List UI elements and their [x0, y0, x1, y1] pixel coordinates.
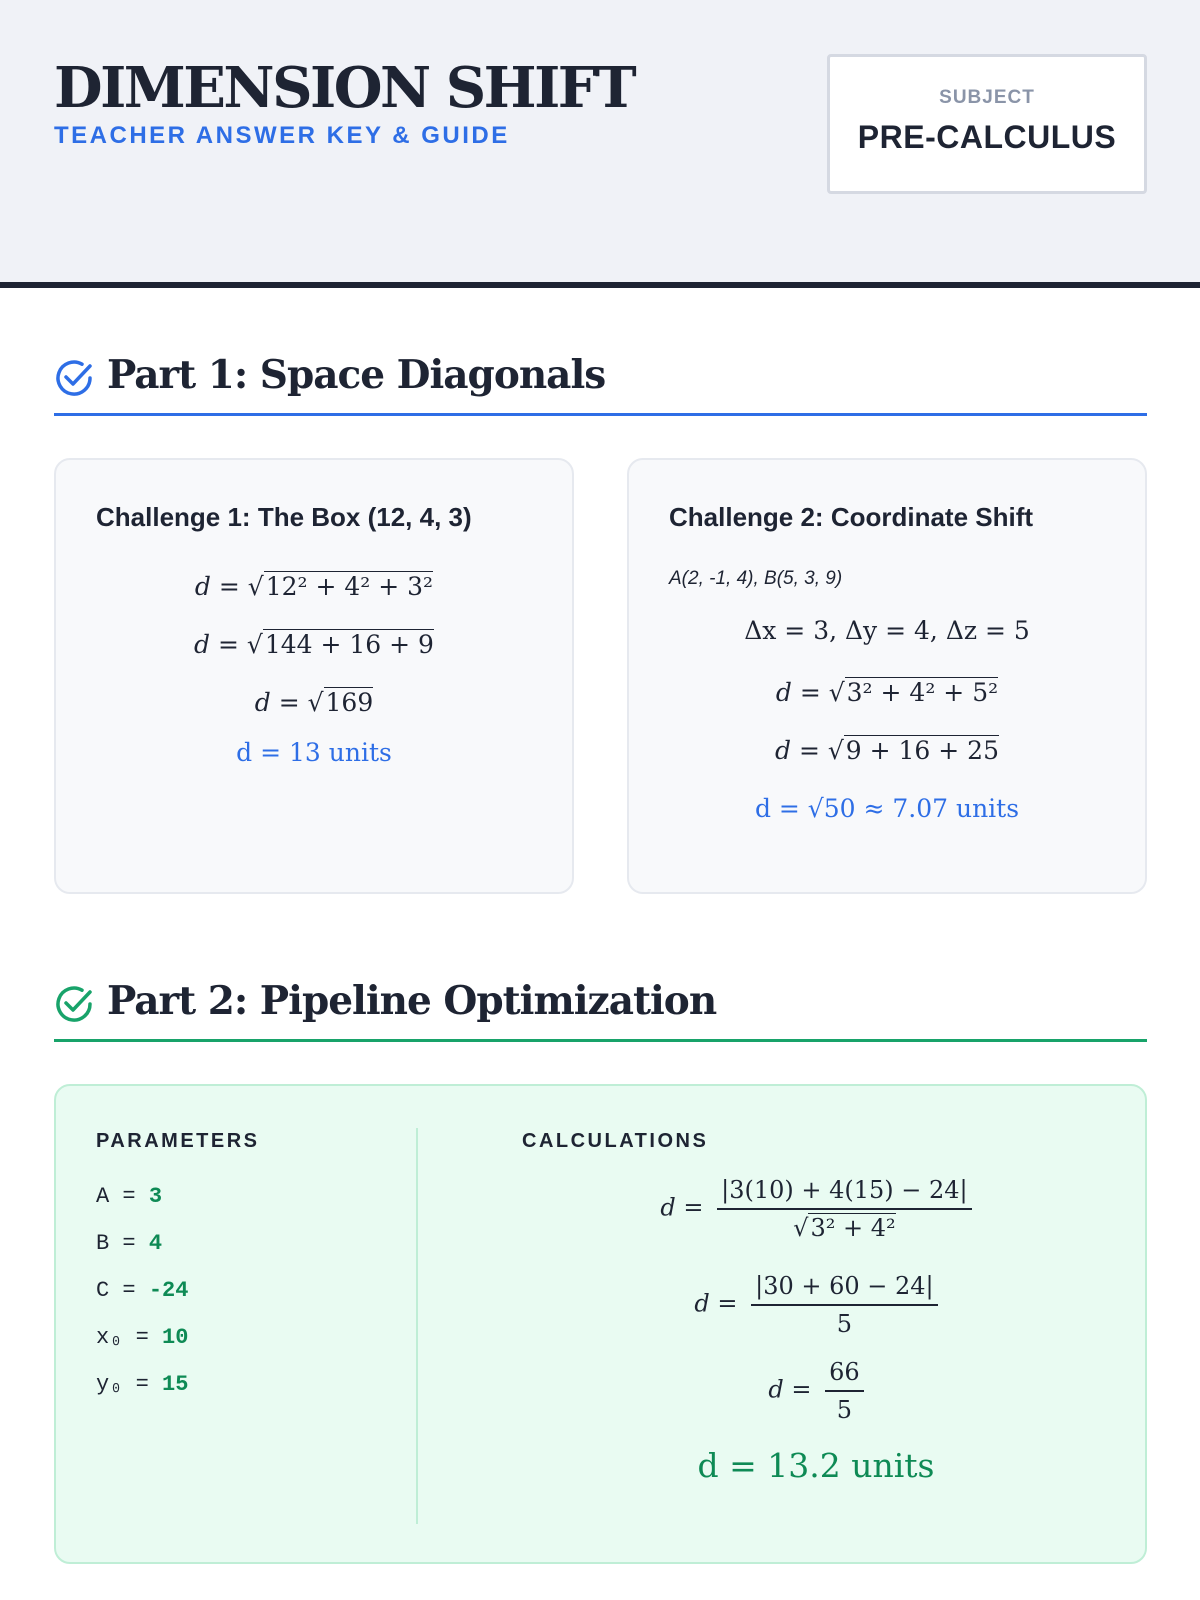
pipeline-card [54, 1084, 1147, 1564]
part1-title: Part 1: Space Diagonals [107, 352, 606, 398]
subject-value: PRE-CALCULUS [857, 119, 1117, 155]
part1-heading [54, 346, 1147, 416]
page-subtitle: TEACHER ANSWER KEY & GUIDE [54, 122, 510, 149]
subject-badge [827, 54, 1147, 194]
param-a: A = 3 [96, 1184, 163, 1209]
challenge1-card [54, 458, 574, 894]
calc-step3-fraction: $\frac{66}{5}$ [825, 1358, 864, 1424]
page-title: DIMENSION SHIFT [54, 55, 635, 121]
param-c: C = -24 [96, 1278, 189, 1303]
part2-heading [54, 972, 1147, 1042]
check-circle-icon [54, 358, 94, 398]
check-circle-icon [54, 984, 94, 1024]
challenge1-answer: d = 13 units [236, 738, 392, 767]
column-divider [416, 1128, 418, 1524]
challenge1-step1: d = √12² + 4² + 3² [194, 572, 434, 601]
challenge1-title: Challenge 1: The Box (12, 4, 3) [96, 502, 472, 532]
challenge2-card [627, 458, 1147, 894]
challenge2-title: Challenge 2: Coordinate Shift [669, 502, 1034, 532]
page-header [0, 0, 1200, 288]
param-y0: y₀ = 15 [96, 1372, 189, 1397]
challenge2-step2: d = √9 + 16 + 25 [774, 736, 999, 765]
subject-label: SUBJECT [939, 87, 1035, 108]
part2-title: Part 2: Pipeline Optimization [107, 978, 717, 1024]
pipeline-answer: d = 13.2 units [697, 1446, 935, 1485]
challenge1-step3: d = √169 [254, 688, 374, 717]
challenge1-step2: d = √144 + 16 + 9 [194, 630, 434, 659]
param-x0: x₀ = 10 [96, 1325, 189, 1350]
calc-step1-fraction: $\frac{|3(10) + 4(15) - 24|}{\text{√3² + 4²}}$ [717, 1176, 972, 1242]
challenge2-points: A(2, -1, 4), B(5, 3, 9) [669, 568, 843, 589]
parameters-label: PARAMETERS [96, 1130, 260, 1152]
param-b: B = 4 [96, 1231, 163, 1256]
challenge2-deltas: Δx = 3, Δy = 4, Δz = 5 [744, 616, 1030, 645]
part2-rule [54, 1039, 1147, 1042]
challenge2-step1: d = √3² + 4² + 5² [775, 678, 999, 707]
calc-step2: d = $\frac{|30 + 60 - 24|}{5}$ [526, 1272, 1106, 1338]
calc-step1: d = $\frac{|3(10) + 4(15) - 24|}{\text{√3² + 4²}}$ [526, 1176, 1106, 1242]
calculations-label: CALCULATIONS [522, 1130, 709, 1152]
challenge2-answer: d = √50 ≈ 7.07 units [754, 794, 1020, 823]
part1-rule [54, 413, 1147, 416]
calc-step2-fraction: $\frac{|30 + 60 - 24|}{5}$ [751, 1272, 938, 1338]
calc-step3: d = $\frac{66}{5}$ [526, 1358, 1106, 1424]
